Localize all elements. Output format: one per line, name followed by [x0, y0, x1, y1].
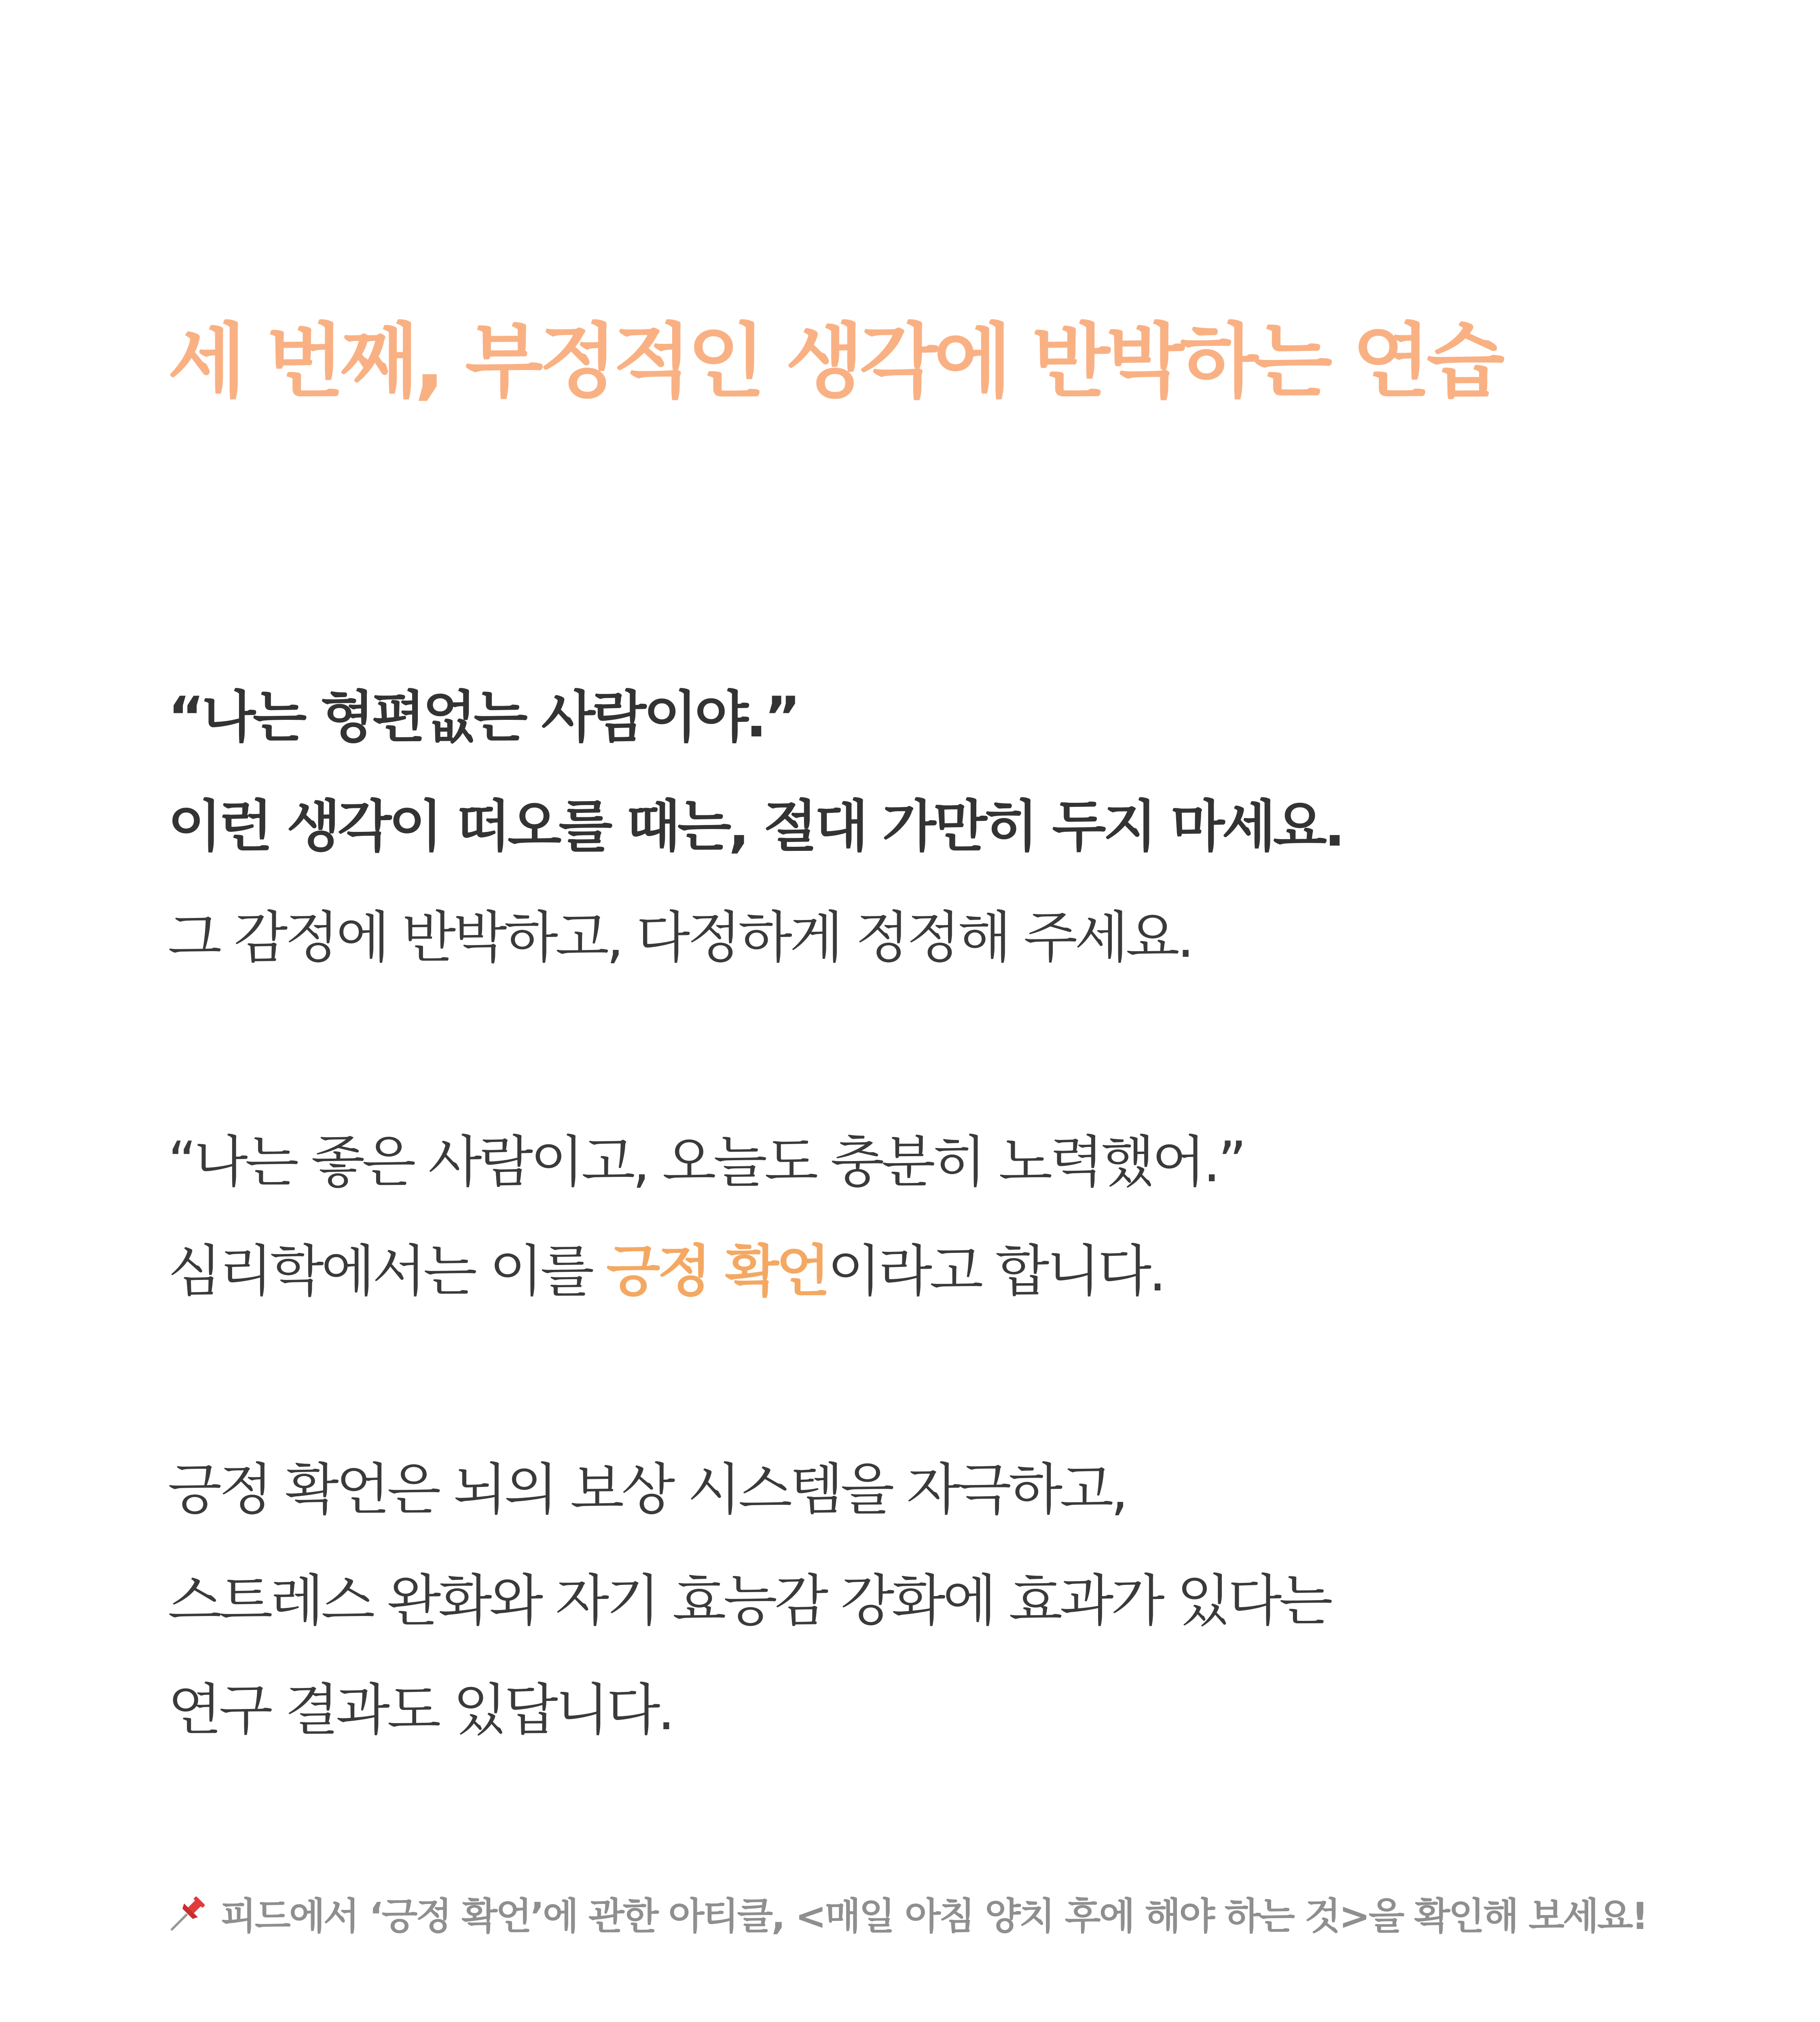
affirmation-definition-line	[168, 1239, 1164, 1304]
definition-prefix: 심리학에서는 이를	[168, 1239, 607, 1304]
research-line-1: 긍정 확언은 뇌의 보상 시스템을 자극하고,	[168, 1457, 1126, 1522]
research-line-3: 연구 결과도 있답니다.	[168, 1677, 673, 1743]
note-text: 피드에서 ‘긍정 확언’에 관한 아티클, <매일 아침 양치 후에 해야 하는 것>을 확인해 보세요!	[220, 1895, 1647, 1938]
correction-line: 그 감정에 반박하고, 다정하게 정정해 주세요.	[168, 905, 1192, 970]
research-line-2: 스트레스 완화와 자기 효능감 강화에 효과가 있다는	[168, 1568, 1330, 1633]
feed-article-note	[168, 1887, 1647, 1940]
instruction-line: 이런 생각이 떠오를 때는, 절대 가만히 두지 마세요.	[168, 794, 1343, 859]
positive-affirmation-highlight: 긍정 확언	[606, 1239, 827, 1304]
negative-thought-quote: “나는 형편없는 사람이야.”	[168, 685, 798, 750]
pushpin-icon	[168, 1893, 208, 1933]
positive-thought-quote: “나는 좋은 사람이고, 오늘도 충분히 노력했어.”	[168, 1129, 1244, 1195]
definition-suffix: 이라고 합니다.	[827, 1239, 1164, 1304]
page-title: 세 번째, 부정적인 생각에 반박하는 연습	[168, 315, 1501, 409]
